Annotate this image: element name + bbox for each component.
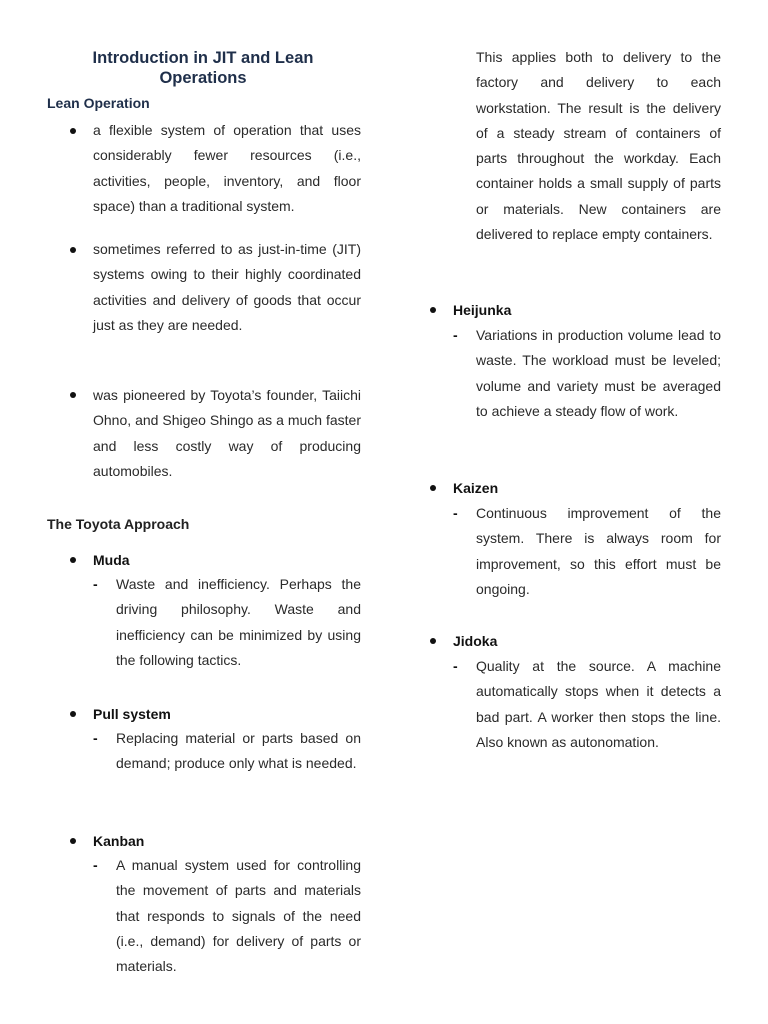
item-desc-kaizen: Continuous improvement of the system. There is always room for improvement, so this effort must be ongoing. (476, 505, 721, 597)
item-desc-pull-system: Replacing material or parts based on demand; produce only what is needed. (116, 730, 361, 772)
dash-marker: - (453, 327, 458, 343)
item-desc-jidoka: Quality at the source. A machine automatically stops when it detects a bad part. A worker then stops the line. Also known as autonomation. (476, 658, 721, 750)
bullet-dot (430, 638, 436, 644)
section-heading-toyota-approach: The Toyota Approach (47, 516, 190, 532)
bullet-dot (70, 838, 76, 844)
item-desc-muda: Waste and inefficiency. Perhaps the driving philosophy. Waste and inefficiency can be minimized by using the following tactics. (116, 576, 361, 668)
item-label-pull-system: Pull system (93, 706, 171, 722)
lean-bullet-1: a flexible system of operation that uses considerably fewer resources (i.e., activities, people, inventory, and floor space) than a traditional system. (93, 122, 361, 214)
item-desc-kanban: A manual system used for controlling the movement of parts and materials that responds to signals of the need (i.e., demand) for delivery of parts or materials. (116, 857, 361, 975)
bullet-dot (70, 557, 76, 563)
bullet-dot (70, 247, 76, 253)
dash-marker: - (93, 730, 98, 746)
item-label-kanban: Kanban (93, 833, 145, 849)
section-heading-lean-operation: Lean Operation (47, 95, 150, 111)
dash-marker: - (453, 505, 458, 521)
bullet-dot (430, 307, 436, 313)
lean-bullet-2: sometimes referred to as just-in-time (JIT) systems owing to their highly coordinated activities and delivery of goods that occur just as they are needed. (93, 241, 361, 333)
bullet-dot (430, 485, 436, 491)
item-label-muda: Muda (93, 552, 130, 568)
lean-bullet-3: was pioneered by Toyota’s founder, Taiichi Ohno, and Shigeo Shingo as a much faster and less costly way of producing automobiles. (93, 387, 361, 479)
dash-marker: - (93, 576, 98, 592)
bullet-dot (70, 392, 76, 398)
page-title: Introduction in JIT and Lean Operations (92, 49, 314, 87)
bullet-dot (70, 128, 76, 134)
item-label-heijunka: Heijunka (453, 302, 512, 318)
bullet-dot (70, 711, 76, 717)
dash-marker: - (453, 658, 458, 674)
item-label-kaizen: Kaizen (453, 480, 499, 496)
dash-marker: - (93, 857, 98, 873)
item-desc-heijunka: Variations in production volume lead to waste. The workload must be leveled; volume and variety must be averaged to achieve a steady flow of work. (476, 327, 721, 419)
kanban-continued: This applies both to delivery to the factory and delivery to each workstation. The result is the delivery of a steady stream of containers of parts throughout the workday. Each container holds a small supply of parts or materials. New containers are delivered to replace empty containers. (476, 49, 721, 243)
item-label-jidoka: Jidoka (453, 633, 498, 649)
